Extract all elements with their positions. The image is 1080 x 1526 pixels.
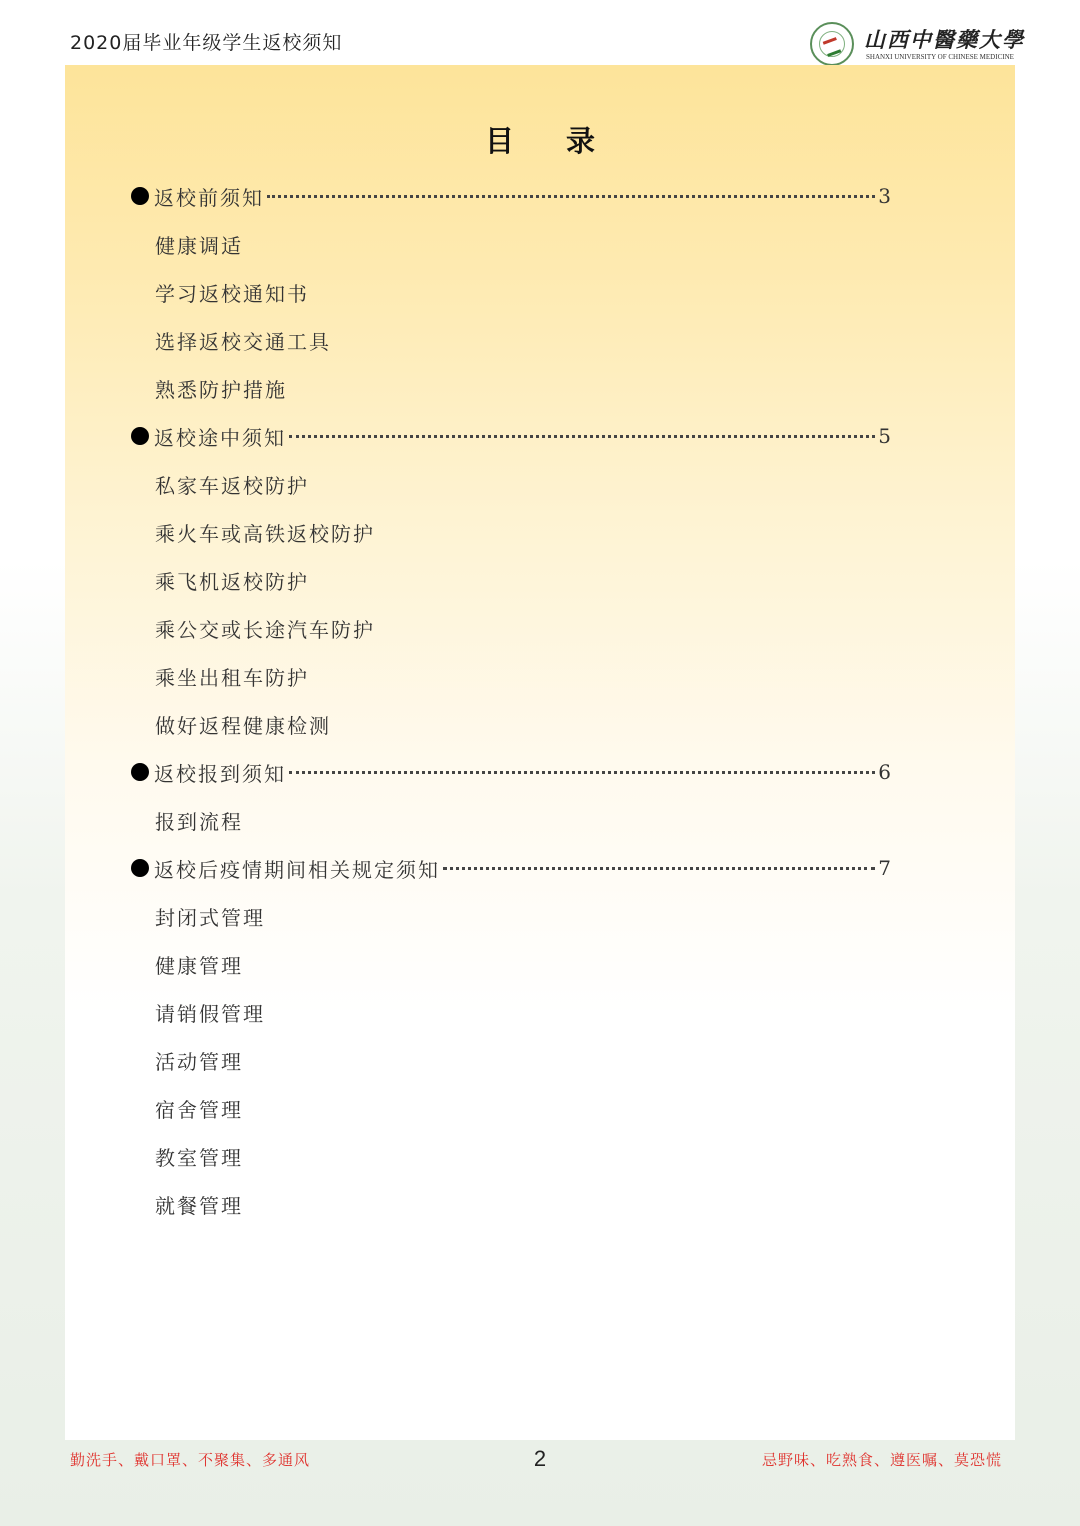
footer-slogan-right: 忌野味、吃熟食、遵医嘱、莫恐慌 bbox=[761, 1451, 1002, 1469]
dot-leader bbox=[267, 195, 875, 198]
toc-subitem-label: 乘飞机返校防护 bbox=[155, 569, 309, 594]
university-name-cn: 山西中醫藥大學 bbox=[864, 27, 1025, 52]
dot-leader bbox=[443, 867, 875, 870]
toc-subitem-label: 做好返程健康检测 bbox=[155, 713, 331, 738]
toc-subitem-label: 私家车返校防护 bbox=[155, 473, 309, 498]
bullet-icon bbox=[131, 187, 149, 205]
toc-subitem-label: 活动管理 bbox=[155, 1049, 243, 1074]
toc-subitem[interactable] bbox=[131, 1084, 891, 1132]
toc-subitem[interactable] bbox=[131, 700, 891, 748]
bullet-icon bbox=[131, 763, 149, 781]
toc-subitem[interactable] bbox=[131, 892, 891, 940]
university-logo bbox=[810, 20, 1025, 68]
toc-section-label: 返校后疫情期间相关规定须知 bbox=[154, 857, 440, 882]
toc-title: 目录 bbox=[484, 124, 647, 158]
content-panel bbox=[65, 65, 1015, 1440]
toc-subitem-label: 健康调适 bbox=[155, 233, 243, 258]
toc-section-entry[interactable] bbox=[131, 748, 891, 796]
bullet-icon bbox=[131, 427, 149, 445]
university-name-en: SHANXI UNIVERSITY OF CHINESE MEDICINE bbox=[866, 53, 1014, 61]
table-of-contents bbox=[131, 172, 891, 1228]
toc-section-label: 返校途中须知 bbox=[154, 425, 286, 450]
footer-slogan-left: 勤洗手、戴口罩、不聚集、多通风 bbox=[70, 1451, 311, 1469]
toc-subitem-label: 教室管理 bbox=[155, 1145, 243, 1170]
toc-subitem[interactable] bbox=[131, 604, 891, 652]
toc-subitem[interactable] bbox=[131, 220, 891, 268]
toc-subitem-label: 健康管理 bbox=[155, 953, 243, 978]
toc-section-page: 6 bbox=[878, 760, 891, 784]
toc-section-entry[interactable] bbox=[131, 172, 891, 220]
toc-subitem[interactable] bbox=[131, 652, 891, 700]
toc-subitem[interactable] bbox=[131, 508, 891, 556]
toc-section-label: 返校前须知 bbox=[154, 185, 264, 210]
university-seal-icon bbox=[810, 22, 854, 66]
page-number: 2 bbox=[533, 1446, 547, 1471]
toc-subitem-label: 封闭式管理 bbox=[155, 905, 265, 930]
toc-section-entry[interactable] bbox=[131, 844, 891, 892]
document-header-title: 2020届毕业年级学生返校须知 bbox=[70, 32, 343, 54]
bullet-icon bbox=[131, 859, 149, 877]
toc-section-label: 返校报到须知 bbox=[154, 761, 286, 786]
toc-subitem-label: 熟悉防护措施 bbox=[155, 377, 287, 402]
dot-leader bbox=[289, 771, 875, 774]
toc-subitem[interactable] bbox=[131, 460, 891, 508]
toc-subitem[interactable] bbox=[131, 364, 891, 412]
toc-subitem-label: 乘公交或长途汽车防护 bbox=[155, 617, 375, 642]
toc-subitem[interactable] bbox=[131, 268, 891, 316]
toc-subitem[interactable] bbox=[131, 940, 891, 988]
toc-subitem-label: 请销假管理 bbox=[155, 1001, 265, 1026]
toc-subitem-label: 学习返校通知书 bbox=[155, 281, 309, 306]
toc-subitem[interactable] bbox=[131, 1036, 891, 1084]
toc-subitem[interactable] bbox=[131, 556, 891, 604]
toc-section-page: 3 bbox=[878, 184, 891, 208]
toc-subitem[interactable] bbox=[131, 988, 891, 1036]
toc-subitem-label: 报到流程 bbox=[155, 809, 243, 834]
toc-subitem-label: 选择返校交通工具 bbox=[155, 329, 331, 354]
toc-section-page: 5 bbox=[878, 424, 891, 448]
toc-section-entry[interactable] bbox=[131, 412, 891, 460]
dot-leader bbox=[289, 435, 875, 438]
toc-subitem[interactable] bbox=[131, 1180, 891, 1228]
toc-section-page: 7 bbox=[878, 856, 891, 880]
toc-subitem-label: 宿舍管理 bbox=[155, 1097, 243, 1122]
toc-subitem[interactable] bbox=[131, 796, 891, 844]
toc-subitem[interactable] bbox=[131, 316, 891, 364]
toc-subitem-label: 乘坐出租车防护 bbox=[155, 665, 309, 690]
toc-subitem[interactable] bbox=[131, 1132, 891, 1180]
toc-subitem-label: 乘火车或高铁返校防护 bbox=[155, 521, 375, 546]
toc-subitem-label: 就餐管理 bbox=[155, 1193, 243, 1218]
